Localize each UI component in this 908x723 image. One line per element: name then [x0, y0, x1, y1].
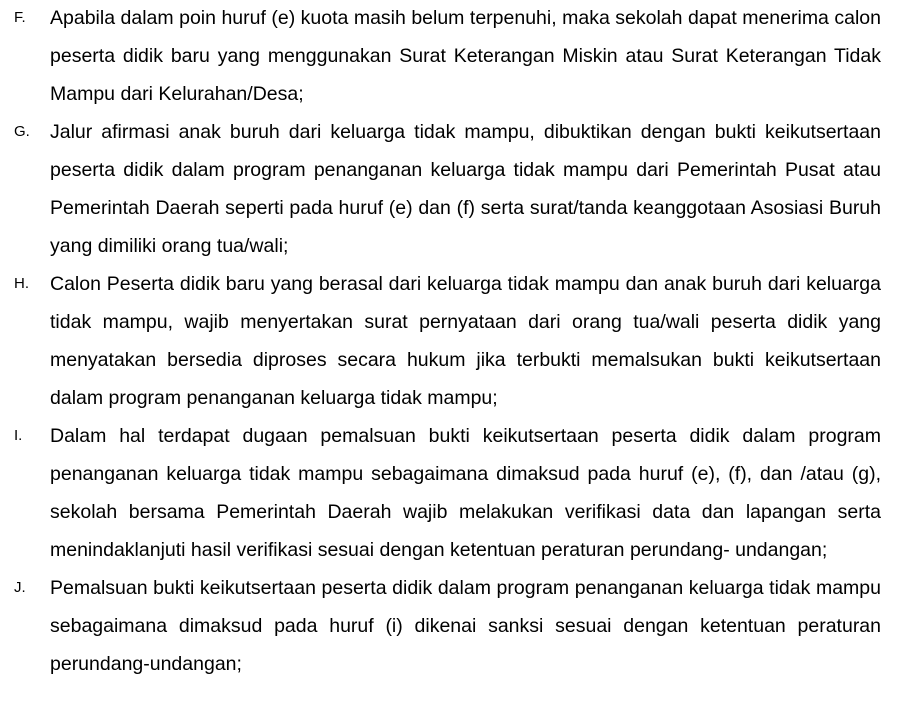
- list-marker: H.: [14, 275, 29, 292]
- list-item: [0, 265, 908, 417]
- list-item: [0, 0, 908, 113]
- list-marker: F.: [14, 9, 26, 26]
- list-item: [0, 569, 908, 683]
- list-item-text: Calon Peserta didik baru yang berasal dari keluarga tidak mampu dan anak buruh dari keluarga tidak mampu, wajib menyertakan surat pernyataan dari orang tua/wali peserta didik yang menyatakan bersedia diproses secara hukum jika terbukti memalsukan bukti keikutsertaan dalam program penanganan keluarga tidak mampu;: [50, 273, 881, 409]
- list-item: [0, 417, 908, 569]
- list-item-text: Dalam hal terdapat dugaan pemalsuan bukti keikutsertaan peserta didik dalam program penanganan keluarga tidak mampu sebagaimana dimaksud pada huruf (e), (f), dan /atau (g), sekolah bersama Pemerintah Daerah wajib melakukan verifikasi data dan lapangan serta menindaklanjuti hasil verifikasi sesuai dengan ketentuan peraturan perundang- undangan;: [50, 425, 881, 561]
- list-item-text: Apabila dalam poin huruf (e) kuota masih belum terpenuhi, maka sekolah dapat menerima calon peserta didik baru yang menggunakan Surat Keterangan Miskin atau Surat Keterangan Tidak Mampu dari Kelurahan/Desa;: [50, 7, 881, 105]
- list-marker: I.: [14, 427, 23, 444]
- list-item-text: Pemalsuan bukti keikutsertaan peserta didik dalam program penanganan keluarga tidak mampu sebagaimana dimaksud pada huruf (i) dikenai sanksi sesuai dengan ketentuan peraturan perundang-undangan;: [50, 577, 881, 675]
- list-item: [0, 113, 908, 265]
- list-marker: J.: [14, 579, 26, 596]
- list-marker: G.: [14, 123, 30, 140]
- list-item-text: Jalur afirmasi anak buruh dari keluarga tidak mampu, dibuktikan dengan bukti keikutsertaan peserta didik dalam program penanganan keluarga tidak mampu dari Pemerintah Pusat atau Pemerintah Daerah seperti pada huruf (e) dan (f) serta surat/tanda keanggotaan Asosiasi Buruh yang dimiliki orang tua/wali;: [50, 121, 881, 257]
